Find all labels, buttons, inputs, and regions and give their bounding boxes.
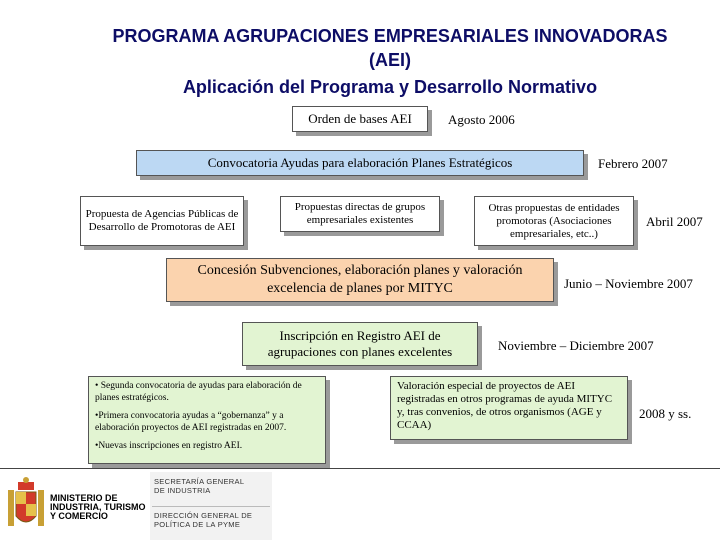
inscripcion-label: Inscripción en Registro AEI de agrupaciones con planes excelentes: [267, 328, 453, 359]
footer-divider: [0, 468, 720, 469]
propuesta-agencias-box: [80, 196, 244, 246]
propuestas-directas-box: [280, 196, 440, 232]
orden-bases-label: Orden de bases AEI: [308, 111, 412, 126]
otras-propuestas-box: [474, 196, 634, 246]
inscripcion-date: Noviembre – Diciembre 2007: [498, 338, 654, 353]
propuestas-directas-label: Propuestas directas de grupos empresariales existentes: [294, 201, 426, 226]
propuestas-date: Abril 2007: [646, 214, 703, 229]
valoracion-especial-box: [390, 376, 628, 440]
list-item: •Primera convocatoria ayudas a “gobernanza” y a elaboración proyectos de AEI registradas en 2007.: [95, 411, 287, 433]
otras-propuestas-label: Otras propuestas de entidades promotoras (Asociaciones empresariales, etc..): [488, 201, 620, 240]
ministry-name: MINISTERIO DE INDUSTRIA, TURISMO Y COMERCIO: [50, 493, 146, 521]
concesion-box: [166, 258, 554, 302]
coat-of-arms-icon: [6, 476, 46, 536]
convocatoria-box: [136, 150, 584, 176]
ministry-departments: [150, 472, 272, 540]
title-line-2: (AEI): [369, 50, 411, 70]
orden-bases-box: [292, 106, 428, 132]
list-item: •Nuevas inscripciones en registro AEI.: [95, 441, 243, 451]
secretaria-general: SECRETARÍA GENERAL DE INDUSTRIA: [154, 477, 245, 495]
concesion-date: Junio – Noviembre 2007: [564, 276, 693, 291]
direccion-general: DIRECCIÓN GENERAL DE POLÍTICA DE LA PYME: [154, 511, 253, 529]
ministry-logo: [0, 472, 150, 540]
list-item: • Segunda convocatoria de ayudas para elaboración de planes estratégicos.: [95, 381, 302, 403]
propuesta-agencias-label: Propuesta de Agencias Públicas de Desarrollo de Promotoras de AEI: [85, 208, 239, 233]
convocatorias-2008-box: [88, 376, 326, 464]
convocatoria-label: Convocatoria Ayudas para elaboración Planes Estratégicos: [207, 155, 513, 170]
futuro-date: 2008 y ss.: [639, 406, 692, 421]
inscripcion-box: [242, 322, 478, 366]
orden-bases-date: Agosto 2006: [448, 112, 515, 127]
convocatoria-date: Febrero 2007: [598, 156, 668, 171]
title-line-1: PROGRAMA AGRUPACIONES EMPRESARIALES INNOVADORAS: [112, 26, 668, 46]
title-line-3: Aplicación del Programa y Desarrollo Normativo: [182, 77, 598, 97]
valoracion-especial-label: Valoración especial de proyectos de AEI registradas en otros programas de ayuda MITYC y, tras convenios, de otros organismos (AGE y CCAA): [397, 380, 613, 431]
concesion-label: Concesión Subvenciones, elaboración planes y valoración excelencia de planes por MITYC: [197, 263, 523, 296]
